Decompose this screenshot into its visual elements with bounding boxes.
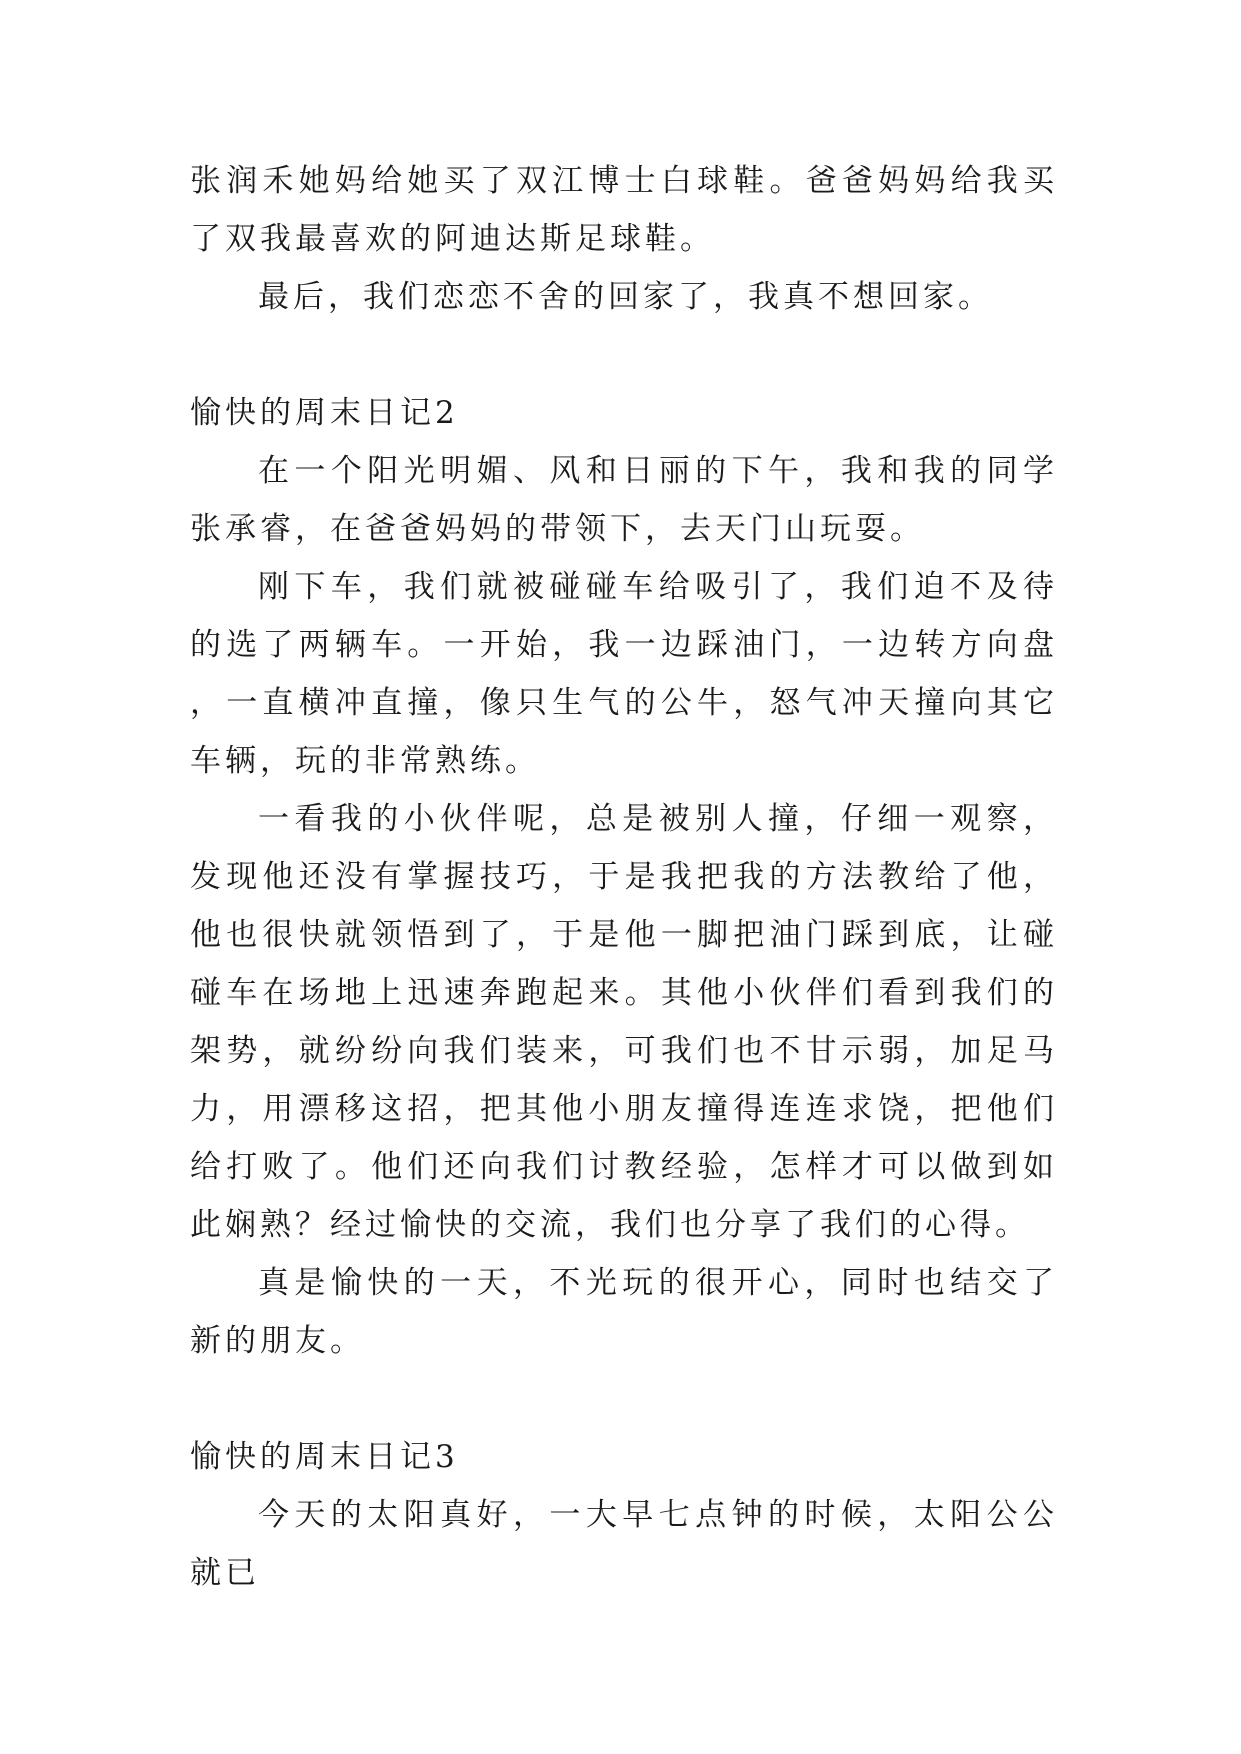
- paragraph-bumper-cars: 刚下车，我们就被碰碰车给吸引了，我们迫不及待的选了两辆车。一开始，我一边踩油门，一边转方向盘，一直横冲直撞，像只生气的公牛，怒气冲天撞向其它车辆，玩的非常熟练。: [190, 569, 1058, 779]
- paragraph-teaching-friend: 一看我的小伙伴呢，总是被别人撞，仔细一观察，发现他还没有掌握技巧，于是我把我的方法教给了他，他也很快就领悟到了，于是他一脚把油门踩到底，让碰碰车在场地上迅速奔跑起来。其他小伙伴们看到我们的架势，就纷纷向我们装来，可我们也不甘示弱，加足马力，用漂移这招，把其他小朋友撞得连连求饶，把他们给打败了。他们还向我们讨教经验，怎样才可以做到如此娴熟？经过愉快的交流，我们也分享了我们的心得。: [190, 801, 1058, 1243]
- paragraph-sunny-afternoon: 在一个阳光明媚、风和日丽的下午，我和我的同学张承睿，在爸爸妈妈的带领下，去天门山玩耍。: [190, 453, 1058, 547]
- section-title-diary-2: 愉快的周末日记2: [190, 395, 459, 431]
- paragraph-happy-day: 真是愉快的一天，不光玩的很开心，同时也结交了新的朋友。: [190, 1265, 1058, 1359]
- section-gap: [190, 1370, 1058, 1428]
- paragraph-going-home: 最后，我们恋恋不舍的回家了，我真不想回家。: [258, 279, 993, 315]
- paragraph-morning-sun: 今天的太阳真好，一大早七点钟的时候，太阳公公就已: [190, 1497, 1058, 1591]
- document-body: [190, 152, 1058, 1602]
- section-gap: [190, 326, 1058, 384]
- paragraph-shoes: 张润禾她妈给她买了双江博士白球鞋。爸爸妈妈给我买了双我最喜欢的阿迪达斯足球鞋。: [190, 163, 1058, 257]
- section-title-diary-3: 愉快的周末日记3: [190, 1439, 459, 1475]
